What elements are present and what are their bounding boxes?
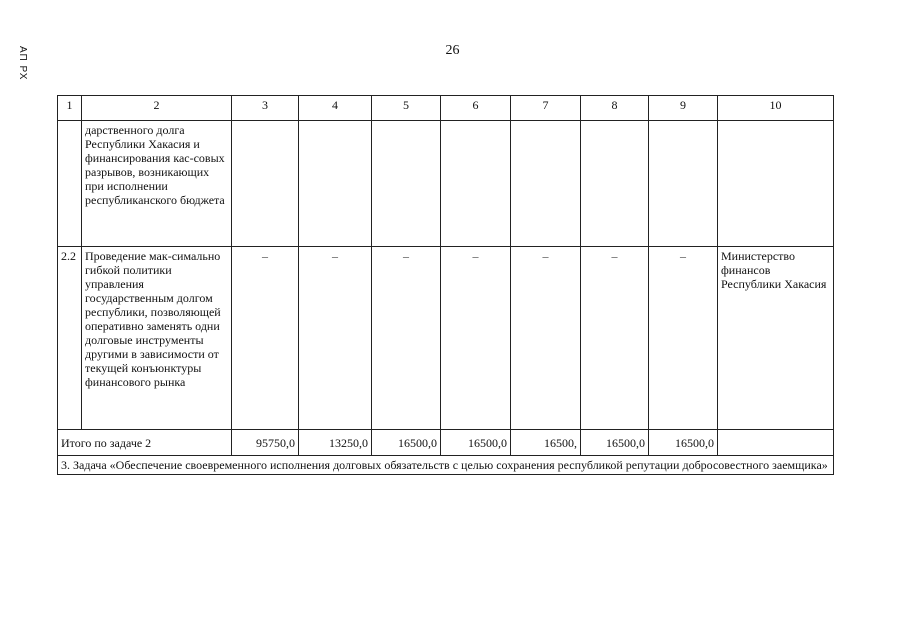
column-number: 1 (58, 96, 82, 121)
executor-cell (718, 121, 834, 247)
column-number: 6 (441, 96, 511, 121)
value-cell (232, 121, 299, 247)
column-number-row (58, 96, 834, 121)
executor-cell (718, 430, 834, 456)
executor-cell: Министерство финансов Республики Хакасия (718, 247, 834, 430)
task-3-row (58, 456, 834, 475)
value-cell (581, 121, 649, 247)
value-cell (441, 121, 511, 247)
column-number: 3 (232, 96, 299, 121)
total-value: 13250,0 (299, 430, 372, 456)
column-number: 8 (581, 96, 649, 121)
column-number: 10 (718, 96, 834, 121)
value-cell: – (372, 247, 441, 430)
total-value: 16500,0 (441, 430, 511, 456)
total-label: Итого по задаче 2 (58, 430, 232, 456)
column-number: 4 (299, 96, 372, 121)
total-value: 16500, (511, 430, 581, 456)
measure-description: дарственного долга Республики Хакасия и финансирования кас-совых разрывов, возникающих при исполнении республиканского бюджета (82, 121, 232, 247)
value-cell (372, 121, 441, 247)
continuation-row (58, 121, 834, 247)
value-cell: – (299, 247, 372, 430)
measure-row-2-2 (58, 247, 834, 430)
column-number: 7 (511, 96, 581, 121)
side-stamp: АП РХ (17, 46, 28, 81)
budget-table (57, 95, 834, 475)
value-cell (649, 121, 718, 247)
total-value: 95750,0 (232, 430, 299, 456)
column-number: 9 (649, 96, 718, 121)
column-number: 2 (82, 96, 232, 121)
value-cell: – (232, 247, 299, 430)
total-value: 16500,0 (581, 430, 649, 456)
row-number: 2.2 (58, 247, 82, 430)
value-cell: – (441, 247, 511, 430)
row-number-cell (58, 121, 82, 247)
value-cell: – (511, 247, 581, 430)
total-value: 16500,0 (372, 430, 441, 456)
value-cell (511, 121, 581, 247)
task-3-heading: 3. Задача «Обеспечение своевременного исполнения долговых обязательств с целью сохранения республикой репутации добросовестного заемщика» (58, 456, 834, 475)
measure-description: Проведение мак-симально гибкой политики управления государственным долгом республики, позволяющей оперативно заменять одни долговые инструменты другими в зависимости от текущей конъюнктуры финансового рынка (82, 247, 232, 430)
page-number: 26 (445, 43, 460, 58)
total-row (58, 430, 834, 456)
total-value: 16500,0 (649, 430, 718, 456)
column-number: 5 (372, 96, 441, 121)
value-cell (299, 121, 372, 247)
value-cell: – (581, 247, 649, 430)
value-cell: – (649, 247, 718, 430)
